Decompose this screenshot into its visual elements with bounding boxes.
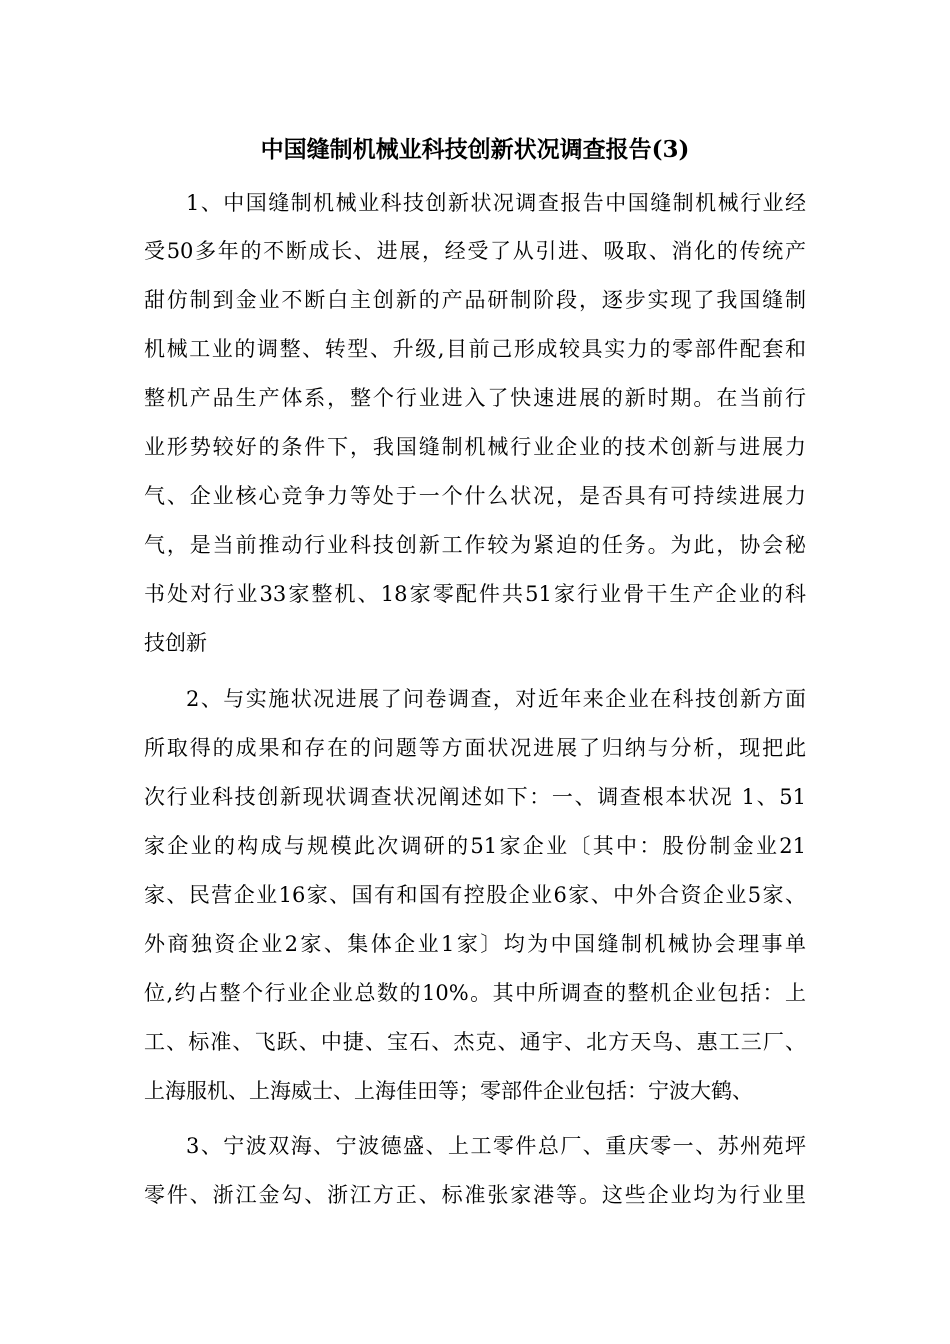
- paragraph-3-line-2: 零件、浙江金勾、浙江方正、标准张家港等。这些企业均为行业里: [144, 1183, 806, 1207]
- paragraph-2-line-2: 所取得的成果和存在的问题等方面状况进展了归纳与分析，现把此: [144, 736, 806, 760]
- paragraph-3-line-1: 3、宁波双海、宁波德盛、上工零件总厂、重庆零一、苏州苑坪: [186, 1134, 806, 1158]
- paragraph-1-line-10: 技创新: [144, 631, 207, 655]
- paragraph-1-line-4: 机械工业的调整、转型、升级,目前己形成较具实力的零部件配套和: [144, 337, 806, 361]
- paragraph-2-line-9: 上海服机、上海威士、上海佳田等；零部件企业包括：宁波大鹤、: [144, 1079, 753, 1103]
- paragraph-1-line-3: 甜仿制到金业不断白主创新的产品研制阶段，逐步实现了我国缝制: [144, 288, 806, 312]
- paragraph-1-line-5: 整机产品生产体系，整个行业进入了快速进展的新时期。在当前行: [144, 386, 806, 410]
- paragraph-1-line-1: 1、中国缝制机械业科技创新状况调查报告中国缝制机械行业经: [186, 191, 806, 215]
- document-title: 中国缝制机械业科技创新状况调查报告(3): [260, 136, 690, 163]
- paragraph-2-line-5: 家、民营企业16家、国有和国有控股企业6家、中外合资企业5家、: [144, 883, 806, 907]
- paragraph-2-line-7: 位,约占整个行业企业总数的10%。其中所调查的整机企业包括：上: [144, 981, 806, 1005]
- paragraph-2-line-4: 家企业的构成与规模此次调研的51家企业〔其中：股份制金业21: [144, 834, 806, 858]
- paragraph-1-line-9: 书处对行业33家整机、18家零配件共51家行业骨干生产企业的科: [144, 582, 806, 606]
- paragraph-1-line-7: 气、企业核心竞争力等处于一个什么状况，是否具有可持续进展力: [144, 484, 806, 508]
- paragraph-2-line-1: 2、与实施状况进展了问卷调查，对近年来企业在科技创新方面: [186, 687, 806, 711]
- paragraph-2-line-8: 工、标准、飞跃、中捷、宝石、杰克、通宇、北方天鸟、惠工三厂、: [144, 1030, 806, 1054]
- paragraph-2-line-3: 次行业科技创新现状调查状况阐述如下：一、调查根本状况 1、51: [144, 785, 806, 809]
- paragraph-1-line-8: 气，是当前推动行业科技创新工作较为紧迫的任务。为此，协会秘: [144, 533, 806, 557]
- paragraph-1-line-6: 业形势较好的条件下，我国缝制机械行业企业的技术创新与进展力: [144, 435, 806, 459]
- paragraph-1-line-2: 受50多年的不断成长、进展，经受了从引进、吸取、消化的传统产: [144, 239, 806, 263]
- paragraph-2-line-6: 外商独资企业2家、集体企业1家〕均为中国缝制机械协会理事单: [144, 932, 806, 956]
